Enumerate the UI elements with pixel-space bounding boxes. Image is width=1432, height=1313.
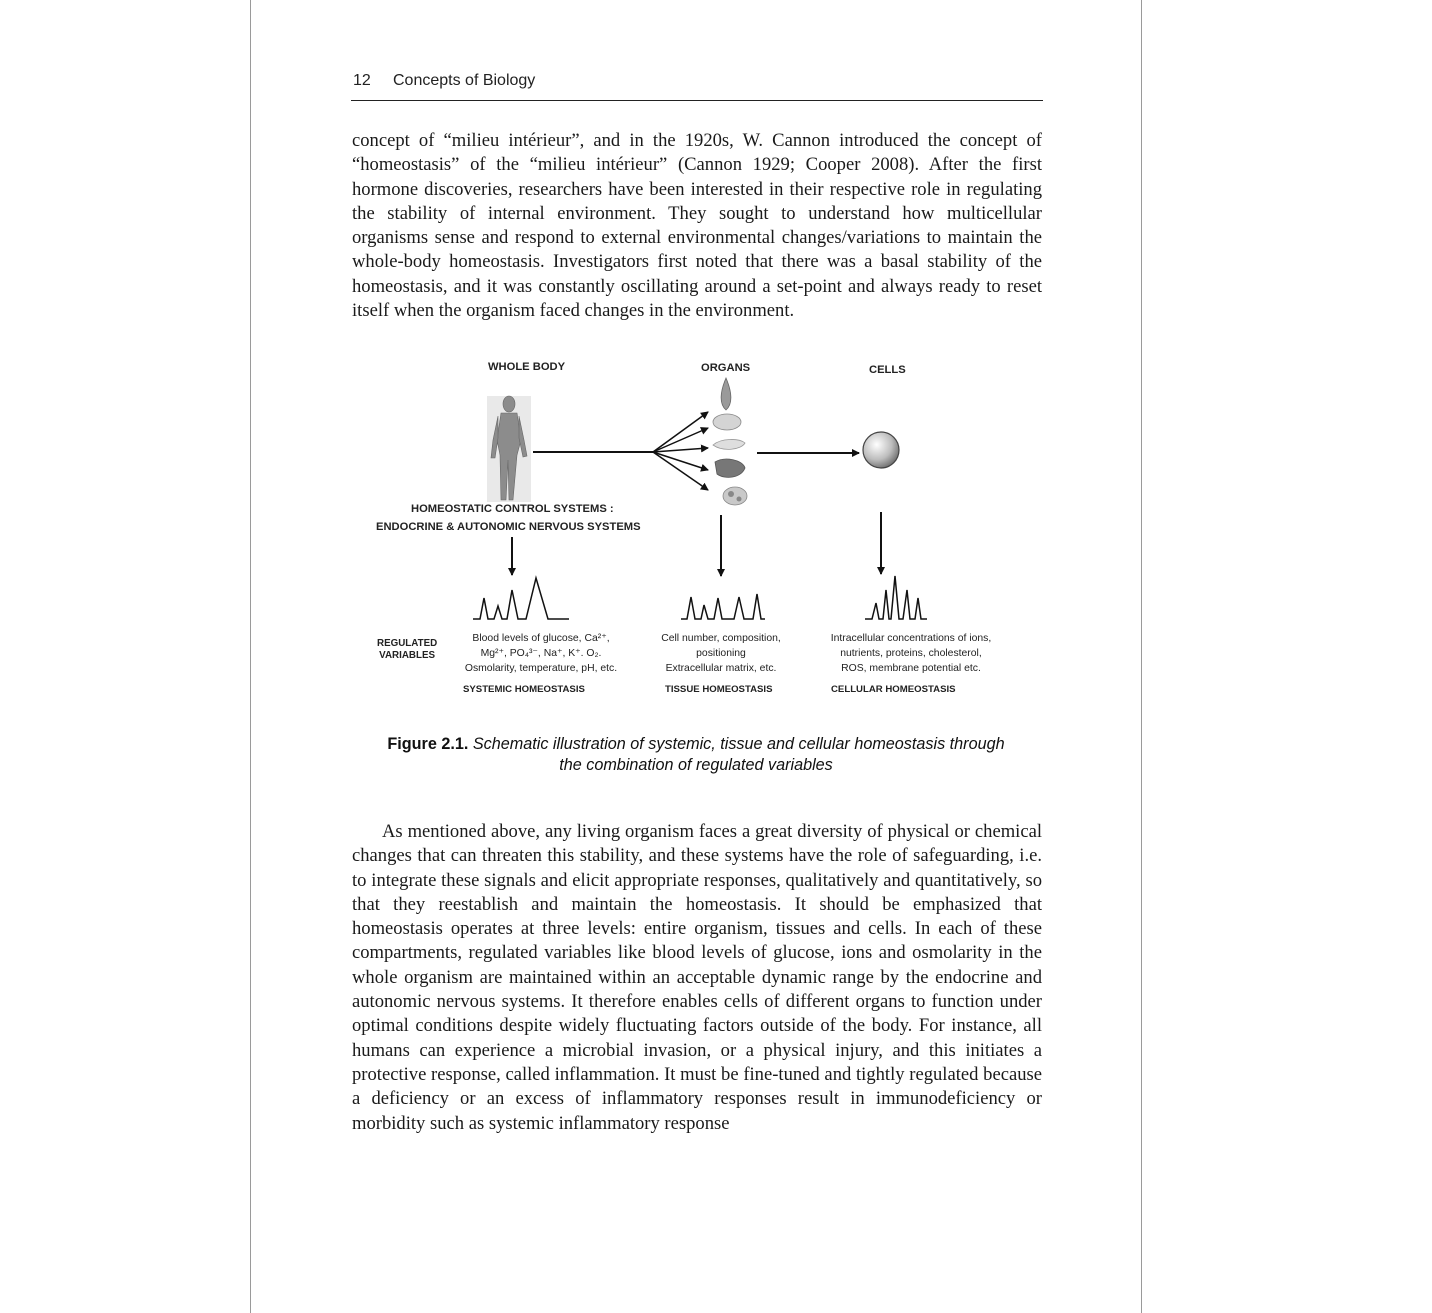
paragraph-1: concept of “milieu intérieur”, and in the 1920s, W. Cannon introduced the concept of “homeostasis” of the “milieu intérieur” (Cannon 1929; Cooper 2008). After the first hormone discoveries, researchers have been interested in their respective role in regulating the stability of internal environment. They sought to understand how multicellular organisms sense and respond to external environmental changes/variations to maintain the whole-body homeostasis. Investigators first noted that there was a basal stability of the homeostasis, and it was constantly oscillating around a set-point and always ready to reset itself when the organism faced changes in the environment.: [352, 130, 1042, 322]
oscillation-traces: [473, 576, 927, 619]
figure-diagram: [251, 0, 1141, 720]
organs-icon: [713, 378, 747, 505]
label-cells: CELLS: [869, 364, 906, 376]
label-whole-body: WHOLE BODY: [488, 361, 566, 373]
tissue-variables: Cell number, composition, positioning Extracellular matrix, etc.: [661, 633, 781, 674]
label-cellular-homeostasis: CELLULAR HOMEOSTASIS: [831, 684, 956, 695]
cellular-variables: Intracellular concentrations of ions, nutrients, proteins, cholesterol, ROS, membrane potential etc.: [830, 633, 992, 674]
systemic-variables: Blood levels of glucose, Ca²⁺, Mg²⁺, PO₄³⁻, Na⁺, K⁺. O₂. Osmolarity, temperature, pH, etc.: [464, 633, 618, 674]
control-systems-line-2: ENDOCRINE & AUTONOMIC NERVOUS SYSTEMS: [376, 521, 641, 533]
control-systems-line-1: HOMEOSTATIC CONTROL SYSTEMS :: [411, 503, 614, 515]
homeostasis-figure: [251, 0, 1141, 800]
caption-lead: Figure 2.1.: [387, 735, 469, 753]
paragraph-2: As mentioned above, any living organism faces a great diversity of physical or chemical changes that can threaten this stability, and these systems have the role of safeguarding, i.e. to integrate these signals and elicit appropriate responses, qualitatively and quantitatively, so that they reestablish and maintain the homeostasis. It should be emphasized that homeostasis operates at three levels: entire organism, tissues and cells. In each of these compartments, regulated variables like blood levels of glucose, ions and osmolarity in the whole organism are maintained within an acceptable dynamic range by the endocrine and autonomic nervous systems. It therefore enables cells of different organs to function under optimal conditions despite widely fluctuating factors outside of the body. For instance, all humans can experience a microbial invasion, or a physical injury, and this initiates a protective response, called inflammation. It must be fine-tuned and tightly regulated because a deficiency or an excess of inflammatory responses result in immunodeficiency or morbidity such as systemic inflammatory response: [352, 821, 1042, 1134]
cell-icon: [863, 432, 899, 468]
label-tissue-homeostasis: TISSUE HOMEOSTASIS: [665, 684, 773, 695]
book-title: Concepts of Biology: [393, 72, 536, 89]
page-number: 12: [353, 72, 371, 89]
running-header: [351, 70, 1043, 101]
human-body-icon: [487, 396, 531, 502]
book-page: [250, 0, 1142, 1313]
figure-caption: [381, 734, 1011, 776]
label-organs: ORGANS: [701, 362, 751, 374]
label-systemic-homeostasis: SYSTEMIC HOMEOSTASIS: [463, 684, 585, 695]
caption-text: Schematic illustration of systemic, tissue and cellular homeostasis through the combination of regulated variables: [472, 735, 1005, 774]
regulated-variables-label: REGULATED VARIABLES: [377, 638, 438, 661]
